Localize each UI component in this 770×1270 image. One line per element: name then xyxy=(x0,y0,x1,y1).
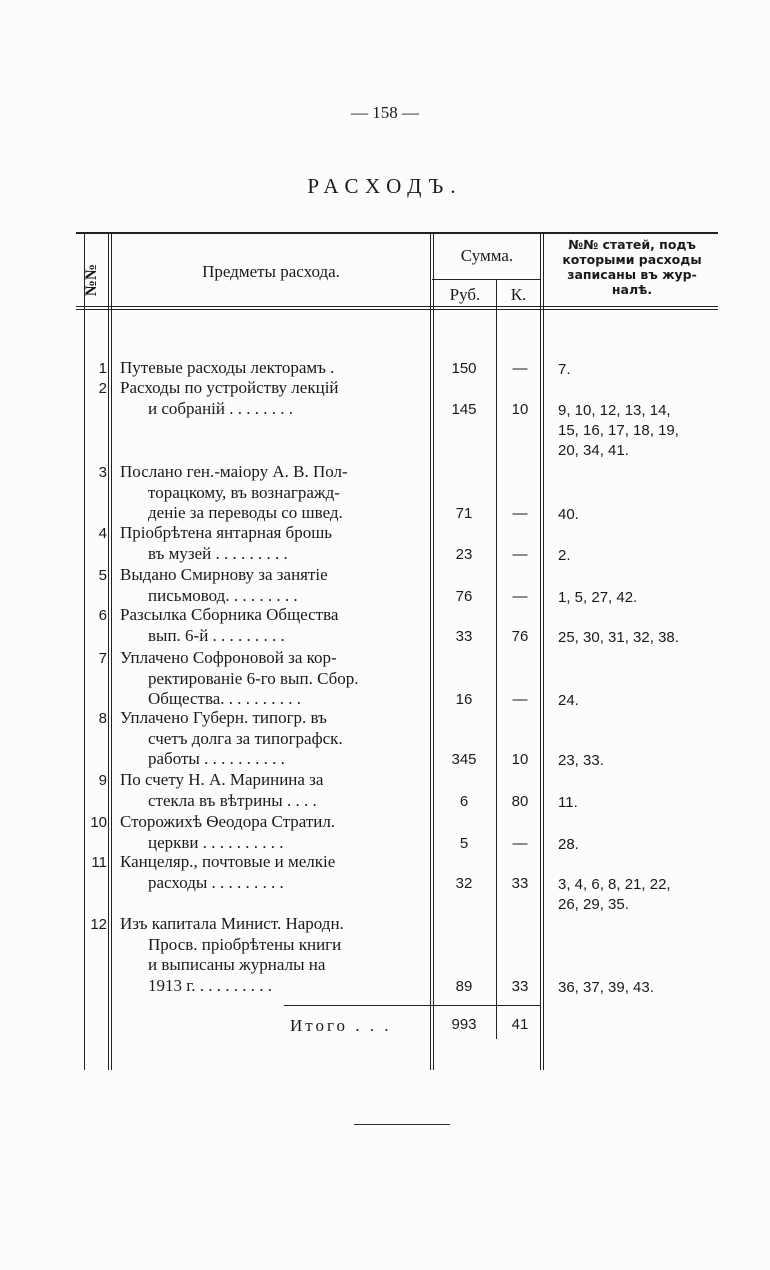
description-line: По счету Н. А. Маринина за xyxy=(120,770,324,789)
closing-rule xyxy=(354,1124,450,1125)
articles-line: 40. xyxy=(558,506,579,524)
row-description xyxy=(120,852,428,893)
description-line: Выдано Смирнову за занятіе xyxy=(120,565,328,584)
articles-line: 1, 5, 27, 42. xyxy=(558,588,638,606)
row-number: 11 xyxy=(91,854,107,871)
row-rub: 32 xyxy=(455,874,473,892)
header-items: Предметы расхода. xyxy=(202,262,340,281)
row-kop: 80 xyxy=(511,792,529,810)
total-rule xyxy=(284,1005,541,1006)
row-number: 4 xyxy=(98,525,107,542)
row-rub: 71 xyxy=(455,505,473,523)
row-kop: — xyxy=(512,505,528,523)
row-rub: 150 xyxy=(451,360,477,377)
row-description xyxy=(120,812,428,853)
articles-line: 20, 34, 41. xyxy=(558,441,629,459)
row-kop: 10 xyxy=(511,751,529,769)
header-rub: Руб. xyxy=(449,285,481,304)
row-articles xyxy=(558,835,718,855)
articles-line: 26, 29, 35. xyxy=(558,895,629,913)
row-rub: 76 xyxy=(455,587,473,605)
table-top-rule xyxy=(76,232,718,234)
description-line: вып. 6-й . . . . . . . . . xyxy=(148,625,285,645)
row-kop: — xyxy=(512,587,528,605)
description-line: 1913 г. . . . . . . . . . xyxy=(148,975,273,995)
row-kop: — xyxy=(512,691,528,709)
total-label: Итого . . . xyxy=(290,1016,392,1035)
row-kop: 33 xyxy=(511,874,529,892)
row-description xyxy=(120,770,428,811)
row-kop: 76 xyxy=(511,627,529,645)
row-rub: 5 xyxy=(459,834,469,852)
description-line: Пріобрѣтена янтарная брошь xyxy=(120,523,333,542)
row-articles xyxy=(558,691,718,711)
col-rule-kop-right-2 xyxy=(543,232,544,1070)
description-line: работы . . . . . . . . . . xyxy=(148,749,285,769)
row-description xyxy=(120,358,428,379)
articles-line: 23, 33. xyxy=(558,752,604,770)
header-bottom-rule-2 xyxy=(76,309,718,310)
col-rule-no-right xyxy=(108,232,109,1070)
description-line: деніе за переводы со швед. xyxy=(148,503,343,523)
row-number: 2 xyxy=(98,380,107,397)
row-articles xyxy=(558,751,718,771)
row-kop: — xyxy=(512,834,528,852)
articles-line: 28. xyxy=(558,835,579,853)
header-kop: К. xyxy=(510,285,527,304)
description-line: ректированіе 6-го вып. Сбор. xyxy=(148,668,359,688)
row-number: 9 xyxy=(98,772,107,789)
articles-line: 3, 4, 6, 8, 21, 22, xyxy=(558,875,671,893)
page-number: — 158 — xyxy=(351,103,419,122)
row-rub: 145 xyxy=(451,400,477,418)
header-no: №№ xyxy=(83,263,100,297)
articles-line: 25, 30, 31, 32, 38. xyxy=(558,628,679,646)
header-articles: №№ статей, подъ которыми расходы записаны въ жур-налѣ. xyxy=(562,237,702,297)
row-number: 3 xyxy=(98,464,107,481)
row-kop: — xyxy=(512,360,528,377)
description-line: письмовод. . . . . . . . . xyxy=(148,585,298,605)
page-title: РАСХОДЪ. xyxy=(307,174,463,198)
header-bottom-rule xyxy=(76,306,718,307)
row-number: 5 xyxy=(98,567,107,584)
row-rub: 89 xyxy=(455,977,473,995)
row-description xyxy=(120,462,428,524)
row-rub: 33 xyxy=(455,627,473,645)
row-number: 8 xyxy=(98,710,107,727)
row-articles xyxy=(558,875,718,915)
articles-line: 36, 37, 39, 43. xyxy=(558,978,654,996)
description-line: Общества. . . . . . . . . . xyxy=(148,689,302,709)
description-line: стекла въ вѣтрины . . . . xyxy=(148,790,317,810)
header-sum: Сумма. xyxy=(460,246,514,265)
articles-line: 15, 16, 17, 18, 19, xyxy=(558,421,679,439)
description-line: счетъ долга за типографск. xyxy=(148,728,343,748)
sum-subheader-rule xyxy=(432,279,540,280)
row-articles xyxy=(558,546,718,566)
col-rule-items-right xyxy=(430,232,431,1070)
description-line: и выписаны журналы на xyxy=(148,955,326,975)
description-line: и собраній . . . . . . . . xyxy=(148,398,294,418)
row-description xyxy=(120,523,428,564)
description-line: Уплачено Губерн. типогр. въ xyxy=(120,708,327,727)
description-line: въ музей . . . . . . . . . xyxy=(148,543,288,563)
articles-line: 9, 10, 12, 13, 14, xyxy=(558,401,671,419)
description-line: Изъ капитала Минист. Народн. xyxy=(120,914,344,933)
row-rub: 6 xyxy=(459,792,469,810)
row-number: 12 xyxy=(90,916,107,933)
description-line: торацкому, въ вознагражд- xyxy=(148,482,340,502)
description-line: Просв. пріобрѣтены книги xyxy=(148,934,342,954)
description-line: церкви . . . . . . . . . . xyxy=(148,832,284,852)
articles-line: 24. xyxy=(558,692,579,710)
row-articles xyxy=(558,360,718,380)
row-description xyxy=(120,648,428,710)
row-kop: 10 xyxy=(511,400,529,418)
description-line: Расходы по устройству лекцій xyxy=(120,378,339,397)
row-rub: 16 xyxy=(455,691,473,709)
col-rule-kop-right xyxy=(540,232,541,1070)
description-line: расходы . . . . . . . . . xyxy=(148,872,284,892)
row-articles xyxy=(558,401,718,461)
row-kop: — xyxy=(512,545,528,563)
row-number: 10 xyxy=(90,814,107,831)
row-articles xyxy=(558,978,718,998)
col-rule-items-right-2 xyxy=(433,232,434,1070)
row-rub: 345 xyxy=(451,751,477,769)
row-number: 1 xyxy=(98,360,107,377)
row-rub: 23 xyxy=(455,545,473,563)
row-description xyxy=(120,605,428,646)
row-description xyxy=(120,565,428,606)
row-number: 6 xyxy=(98,607,107,624)
row-description xyxy=(120,378,428,419)
description-line: Канцеляр., почтовые и мелкіе xyxy=(120,852,336,871)
row-articles xyxy=(558,628,718,648)
articles-line: 2. xyxy=(558,546,571,564)
articles-line: 7. xyxy=(558,361,571,378)
col-rule-rub-right xyxy=(496,279,497,1039)
col-rule-no-right-2 xyxy=(111,232,112,1070)
description-line: Разсылка Сборника Общества xyxy=(120,605,339,624)
row-articles xyxy=(558,505,718,525)
total-rub: 993 xyxy=(451,1016,477,1033)
row-articles xyxy=(558,793,718,813)
row-articles xyxy=(558,588,718,608)
description-line: Путевые расходы лекторамъ . xyxy=(120,358,335,377)
articles-line: 11. xyxy=(558,793,578,811)
row-description xyxy=(120,914,428,996)
row-description xyxy=(120,708,428,770)
description-line: Уплачено Софроновой за кор- xyxy=(120,648,337,667)
description-line: Сторожихѣ Ѳеодора Стратил. xyxy=(120,812,336,831)
row-kop: 33 xyxy=(511,977,529,995)
total-kop: 41 xyxy=(511,1016,529,1033)
description-line: Послано ген.-маіору А. В. Пол- xyxy=(120,462,348,481)
row-number: 7 xyxy=(98,650,107,667)
